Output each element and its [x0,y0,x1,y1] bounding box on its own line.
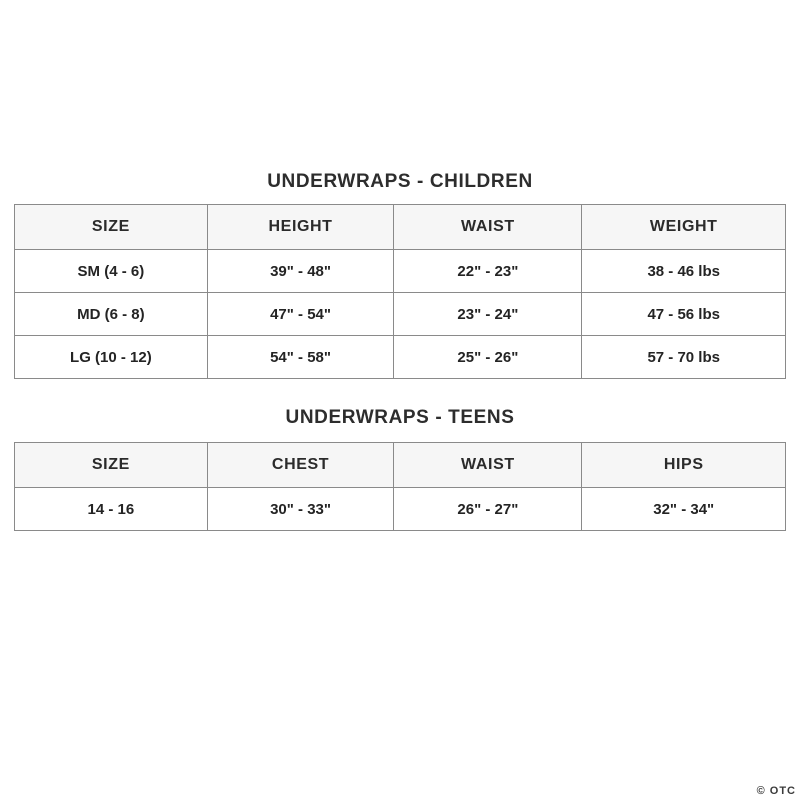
otc-copyright-watermark: © OTC [756,785,796,797]
height-cell: 54" - 58" [207,336,394,379]
waist-cell: 26" - 27" [394,488,582,531]
size-cell: 14 - 16 [15,488,208,531]
size-cell: LG (10 - 12) [15,336,208,379]
table-header-row [15,443,786,488]
height-cell: 47" - 54" [207,293,394,336]
children-table-title: UNDERWRAPS - CHILDREN [267,171,533,192]
column-header-height: HEIGHT [207,205,394,250]
table-row [15,293,786,336]
height-cell: 39" - 48" [207,250,394,293]
column-header-waist: WAIST [394,205,582,250]
column-header-waist: WAIST [394,443,582,488]
chest-cell: 30" - 33" [207,488,394,531]
column-header-size: SIZE [15,205,208,250]
weight-cell: 47 - 56 lbs [582,293,786,336]
waist-cell: 23" - 24" [394,293,582,336]
table-row [15,336,786,379]
children-size-table [14,204,786,379]
table-row [15,488,786,531]
column-header-size: SIZE [15,443,208,488]
waist-cell: 22" - 23" [394,250,582,293]
weight-cell: 57 - 70 lbs [582,336,786,379]
column-header-chest: CHEST [207,443,394,488]
waist-cell: 25" - 26" [394,336,582,379]
size-cell: SM (4 - 6) [15,250,208,293]
hips-cell: 32" - 34" [582,488,786,531]
column-header-weight: WEIGHT [582,205,786,250]
column-header-hips: HIPS [582,443,786,488]
teens-size-table [14,442,786,531]
teens-table-title: UNDERWRAPS - TEENS [285,407,515,428]
table-row [15,250,786,293]
table-header-row [15,205,786,250]
size-cell: MD (6 - 8) [15,293,208,336]
weight-cell: 38 - 46 lbs [582,250,786,293]
